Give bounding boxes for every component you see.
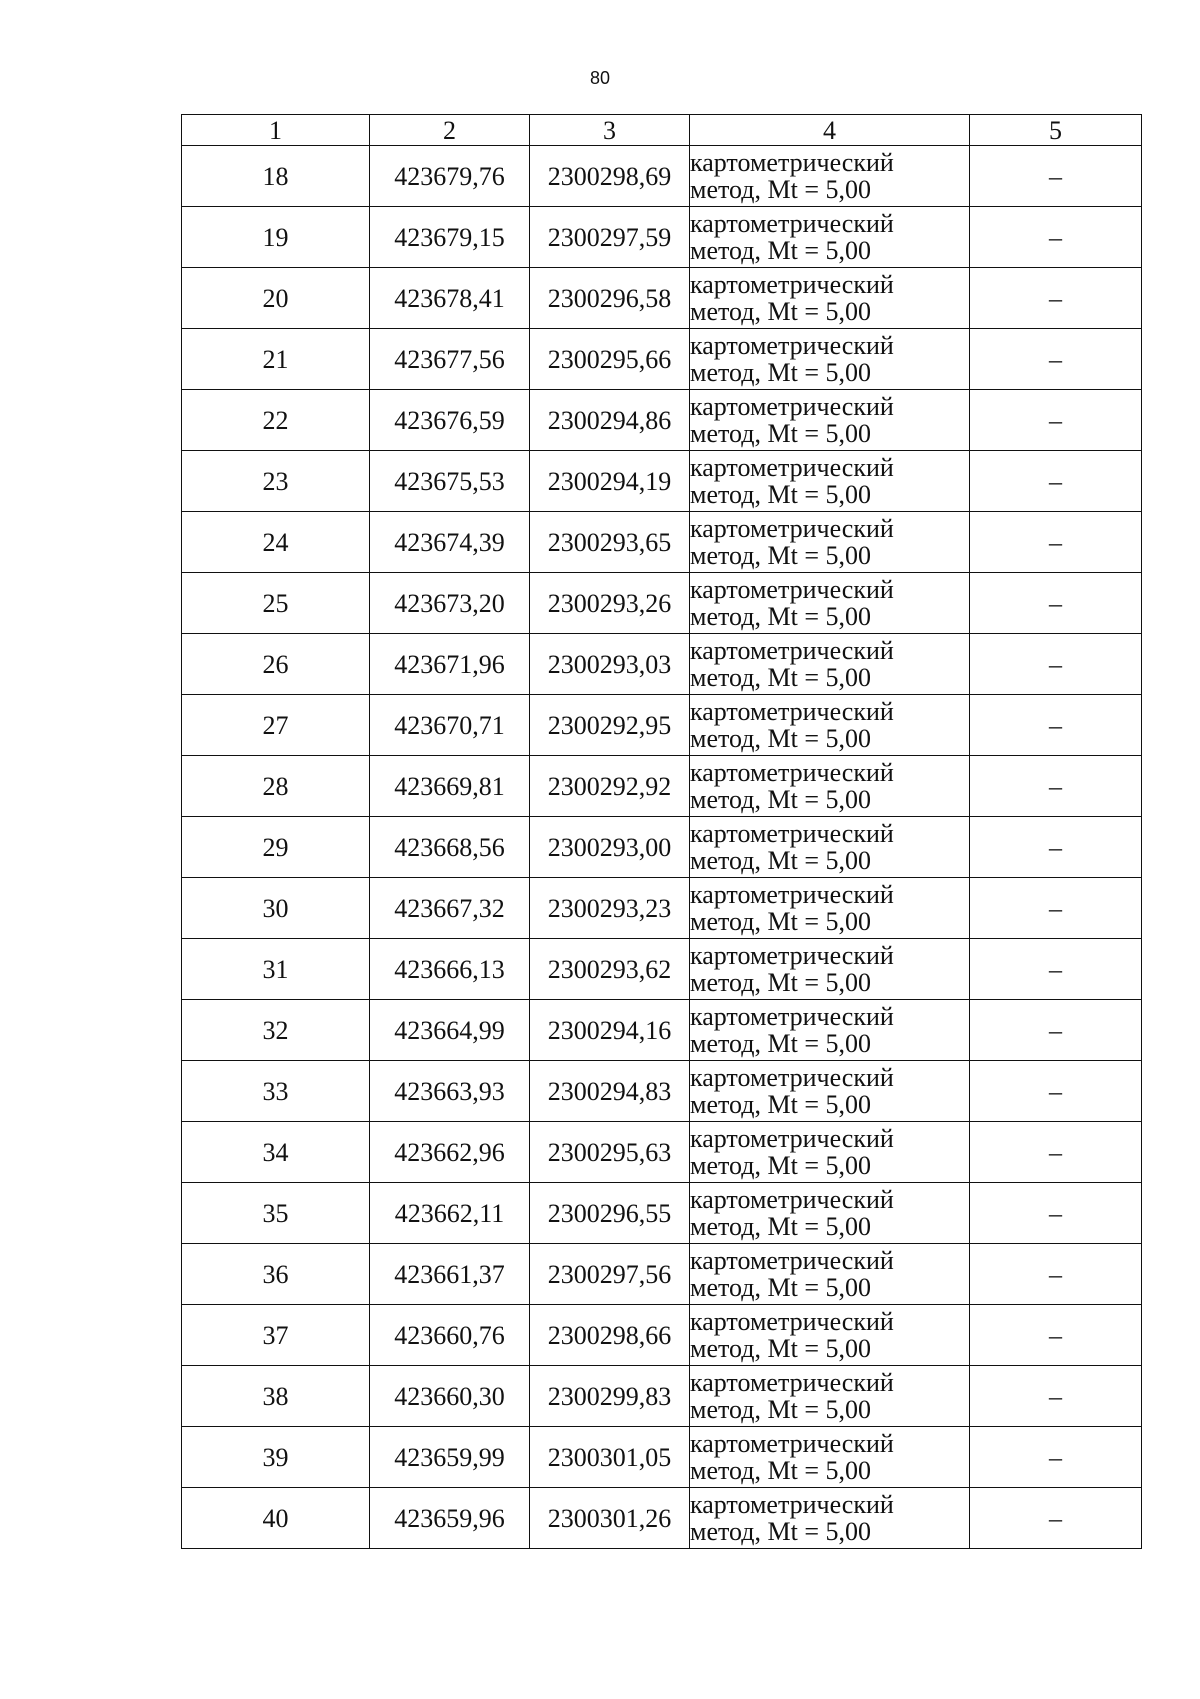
method-line-1: картометрический xyxy=(690,209,894,238)
method-line-2: метод, Mt = 5,00 xyxy=(690,1090,871,1119)
table-row xyxy=(182,451,1142,512)
note-cell: – xyxy=(970,817,1142,878)
table-row xyxy=(182,573,1142,634)
x-coordinate-cell: 423670,71 xyxy=(370,695,530,756)
table-row xyxy=(182,207,1142,268)
point-number-cell: 37 xyxy=(182,1305,370,1366)
method-line-1: картометрический xyxy=(690,1124,894,1153)
method-line-1: картометрический xyxy=(690,514,894,543)
point-number-cell: 26 xyxy=(182,634,370,695)
y-coordinate-cell: 2300294,19 xyxy=(530,451,690,512)
method-cell xyxy=(690,878,970,939)
method-cell xyxy=(690,817,970,878)
method-line-2: метод, Mt = 5,00 xyxy=(690,602,871,631)
method-line-1: картометрический xyxy=(690,1002,894,1031)
point-number-cell: 27 xyxy=(182,695,370,756)
note-cell: – xyxy=(970,634,1142,695)
header-col-2: 2 xyxy=(370,115,530,146)
method-line-2: метод, Mt = 5,00 xyxy=(690,724,871,753)
note-cell: – xyxy=(970,268,1142,329)
note-cell: – xyxy=(970,1427,1142,1488)
table-row xyxy=(182,268,1142,329)
x-coordinate-cell: 423675,53 xyxy=(370,451,530,512)
x-coordinate-cell: 423664,99 xyxy=(370,1000,530,1061)
note-cell: – xyxy=(970,1122,1142,1183)
y-coordinate-cell: 2300299,83 xyxy=(530,1366,690,1427)
header-col-1: 1 xyxy=(182,115,370,146)
point-number-cell: 29 xyxy=(182,817,370,878)
point-number-cell: 33 xyxy=(182,1061,370,1122)
header-col-3: 3 xyxy=(530,115,690,146)
x-coordinate-cell: 423663,93 xyxy=(370,1061,530,1122)
method-cell xyxy=(690,1122,970,1183)
method-cell xyxy=(690,1061,970,1122)
method-cell xyxy=(690,1305,970,1366)
y-coordinate-cell: 2300293,65 xyxy=(530,512,690,573)
method-line-1: картометрический xyxy=(690,880,894,909)
method-cell xyxy=(690,1427,970,1488)
y-coordinate-cell: 2300301,26 xyxy=(530,1488,690,1549)
method-line-2: метод, Mt = 5,00 xyxy=(690,907,871,936)
point-number-cell: 19 xyxy=(182,207,370,268)
method-line-2: метод, Mt = 5,00 xyxy=(690,1517,871,1546)
method-line-1: картометрический xyxy=(690,819,894,848)
point-number-cell: 38 xyxy=(182,1366,370,1427)
table-row xyxy=(182,1488,1142,1549)
method-cell xyxy=(690,268,970,329)
x-coordinate-cell: 423660,76 xyxy=(370,1305,530,1366)
method-line-2: метод, Mt = 5,00 xyxy=(690,1273,871,1302)
table-row xyxy=(182,634,1142,695)
table-row xyxy=(182,1305,1142,1366)
x-coordinate-cell: 423659,96 xyxy=(370,1488,530,1549)
x-coordinate-cell: 423679,76 xyxy=(370,146,530,207)
y-coordinate-cell: 2300292,95 xyxy=(530,695,690,756)
point-number-cell: 20 xyxy=(182,268,370,329)
note-cell: – xyxy=(970,512,1142,573)
table-header xyxy=(182,115,1142,146)
y-coordinate-cell: 2300293,62 xyxy=(530,939,690,1000)
x-coordinate-cell: 423667,32 xyxy=(370,878,530,939)
method-line-2: метод, Mt = 5,00 xyxy=(690,663,871,692)
x-coordinate-cell: 423659,99 xyxy=(370,1427,530,1488)
method-cell xyxy=(690,1183,970,1244)
method-line-2: метод, Mt = 5,00 xyxy=(690,175,871,204)
method-line-1: картометрический xyxy=(690,1429,894,1458)
header-row xyxy=(182,115,1142,146)
table-row xyxy=(182,329,1142,390)
note-cell: – xyxy=(970,573,1142,634)
point-number-cell: 30 xyxy=(182,878,370,939)
note-cell: – xyxy=(970,695,1142,756)
y-coordinate-cell: 2300293,23 xyxy=(530,878,690,939)
method-line-1: картометрический xyxy=(690,453,894,482)
method-line-2: метод, Mt = 5,00 xyxy=(690,1212,871,1241)
note-cell: – xyxy=(970,1000,1142,1061)
method-line-1: картометрический xyxy=(690,148,894,177)
x-coordinate-cell: 423669,81 xyxy=(370,756,530,817)
method-cell xyxy=(690,695,970,756)
method-cell xyxy=(690,573,970,634)
x-coordinate-cell: 423668,56 xyxy=(370,817,530,878)
method-cell xyxy=(690,1244,970,1305)
method-line-2: метод, Mt = 5,00 xyxy=(690,785,871,814)
method-line-1: картометрический xyxy=(690,270,894,299)
y-coordinate-cell: 2300296,58 xyxy=(530,268,690,329)
point-number-cell: 31 xyxy=(182,939,370,1000)
table-row xyxy=(182,1366,1142,1427)
y-coordinate-cell: 2300297,56 xyxy=(530,1244,690,1305)
method-line-1: картометрический xyxy=(690,1368,894,1397)
table-row xyxy=(182,1244,1142,1305)
y-coordinate-cell: 2300298,66 xyxy=(530,1305,690,1366)
point-number-cell: 23 xyxy=(182,451,370,512)
table-row xyxy=(182,512,1142,573)
table-row xyxy=(182,817,1142,878)
method-line-1: картометрический xyxy=(690,1246,894,1275)
note-cell: – xyxy=(970,390,1142,451)
method-cell xyxy=(690,1366,970,1427)
note-cell: – xyxy=(970,329,1142,390)
table-row xyxy=(182,390,1142,451)
note-cell: – xyxy=(970,1488,1142,1549)
method-line-2: метод, Mt = 5,00 xyxy=(690,1334,871,1363)
x-coordinate-cell: 423673,20 xyxy=(370,573,530,634)
point-number-cell: 36 xyxy=(182,1244,370,1305)
method-line-2: метод, Mt = 5,00 xyxy=(690,419,871,448)
method-line-1: картометрический xyxy=(690,1490,894,1519)
y-coordinate-cell: 2300294,86 xyxy=(530,390,690,451)
x-coordinate-cell: 423677,56 xyxy=(370,329,530,390)
point-number-cell: 40 xyxy=(182,1488,370,1549)
method-cell xyxy=(690,146,970,207)
note-cell: – xyxy=(970,1366,1142,1427)
x-coordinate-cell: 423662,11 xyxy=(370,1183,530,1244)
x-coordinate-cell: 423674,39 xyxy=(370,512,530,573)
table-row xyxy=(182,1122,1142,1183)
point-number-cell: 25 xyxy=(182,573,370,634)
header-col-4: 4 xyxy=(690,115,970,146)
method-line-2: метод, Mt = 5,00 xyxy=(690,297,871,326)
note-cell: – xyxy=(970,939,1142,1000)
coordinates-table xyxy=(181,114,1142,1549)
method-line-1: картометрический xyxy=(690,636,894,665)
method-line-2: метод, Mt = 5,00 xyxy=(690,480,871,509)
note-cell: – xyxy=(970,756,1142,817)
page-number: 80 xyxy=(589,68,611,88)
note-cell: – xyxy=(970,207,1142,268)
y-coordinate-cell: 2300294,16 xyxy=(530,1000,690,1061)
method-cell xyxy=(690,329,970,390)
y-coordinate-cell: 2300292,92 xyxy=(530,756,690,817)
method-line-2: метод, Mt = 5,00 xyxy=(690,1456,871,1485)
point-number-cell: 28 xyxy=(182,756,370,817)
note-cell: – xyxy=(970,1061,1142,1122)
method-cell xyxy=(690,634,970,695)
y-coordinate-cell: 2300301,05 xyxy=(530,1427,690,1488)
table-row xyxy=(182,146,1142,207)
table-row xyxy=(182,1183,1142,1244)
x-coordinate-cell: 423666,13 xyxy=(370,939,530,1000)
x-coordinate-cell: 423671,96 xyxy=(370,634,530,695)
y-coordinate-cell: 2300293,26 xyxy=(530,573,690,634)
method-line-2: метод, Mt = 5,00 xyxy=(690,236,871,265)
method-line-2: метод, Mt = 5,00 xyxy=(690,358,871,387)
table-row xyxy=(182,878,1142,939)
method-line-2: метод, Mt = 5,00 xyxy=(690,846,871,875)
point-number-cell: 35 xyxy=(182,1183,370,1244)
method-line-1: картометрический xyxy=(690,575,894,604)
x-coordinate-cell: 423678,41 xyxy=(370,268,530,329)
table-row xyxy=(182,1000,1142,1061)
y-coordinate-cell: 2300297,59 xyxy=(530,207,690,268)
y-coordinate-cell: 2300293,00 xyxy=(530,817,690,878)
note-cell: – xyxy=(970,1244,1142,1305)
note-cell: – xyxy=(970,1305,1142,1366)
y-coordinate-cell: 2300296,55 xyxy=(530,1183,690,1244)
method-line-1: картометрический xyxy=(690,1185,894,1214)
y-coordinate-cell: 2300294,83 xyxy=(530,1061,690,1122)
y-coordinate-cell: 2300295,66 xyxy=(530,329,690,390)
note-cell: – xyxy=(970,146,1142,207)
x-coordinate-cell: 423679,15 xyxy=(370,207,530,268)
table-row xyxy=(182,939,1142,1000)
table-body xyxy=(182,146,1142,1549)
method-cell xyxy=(690,451,970,512)
point-number-cell: 18 xyxy=(182,146,370,207)
method-cell xyxy=(690,390,970,451)
x-coordinate-cell: 423661,37 xyxy=(370,1244,530,1305)
method-cell xyxy=(690,512,970,573)
x-coordinate-cell: 423662,96 xyxy=(370,1122,530,1183)
note-cell: – xyxy=(970,1183,1142,1244)
note-cell: – xyxy=(970,451,1142,512)
point-number-cell: 24 xyxy=(182,512,370,573)
method-line-2: метод, Mt = 5,00 xyxy=(690,541,871,570)
y-coordinate-cell: 2300295,63 xyxy=(530,1122,690,1183)
header-col-5: 5 xyxy=(970,115,1142,146)
point-number-cell: 32 xyxy=(182,1000,370,1061)
method-line-2: метод, Mt = 5,00 xyxy=(690,1151,871,1180)
point-number-cell: 22 xyxy=(182,390,370,451)
method-cell xyxy=(690,207,970,268)
method-line-2: метод, Mt = 5,00 xyxy=(690,968,871,997)
y-coordinate-cell: 2300298,69 xyxy=(530,146,690,207)
method-cell xyxy=(690,756,970,817)
method-cell xyxy=(690,1000,970,1061)
method-line-2: метод, Mt = 5,00 xyxy=(690,1395,871,1424)
method-line-1: картометрический xyxy=(690,697,894,726)
method-line-2: метод, Mt = 5,00 xyxy=(690,1029,871,1058)
method-line-1: картометрический xyxy=(690,331,894,360)
x-coordinate-cell: 423676,59 xyxy=(370,390,530,451)
method-cell xyxy=(690,939,970,1000)
table-row xyxy=(182,695,1142,756)
method-line-1: картометрический xyxy=(690,941,894,970)
note-cell: – xyxy=(970,878,1142,939)
method-line-1: картометрический xyxy=(690,758,894,787)
method-line-1: картометрический xyxy=(690,1063,894,1092)
method-line-1: картометрический xyxy=(690,1307,894,1336)
table-row xyxy=(182,756,1142,817)
table-row xyxy=(182,1061,1142,1122)
method-cell xyxy=(690,1488,970,1549)
method-line-1: картометрический xyxy=(690,392,894,421)
y-coordinate-cell: 2300293,03 xyxy=(530,634,690,695)
point-number-cell: 34 xyxy=(182,1122,370,1183)
point-number-cell: 21 xyxy=(182,329,370,390)
table-row xyxy=(182,1427,1142,1488)
point-number-cell: 39 xyxy=(182,1427,370,1488)
x-coordinate-cell: 423660,30 xyxy=(370,1366,530,1427)
